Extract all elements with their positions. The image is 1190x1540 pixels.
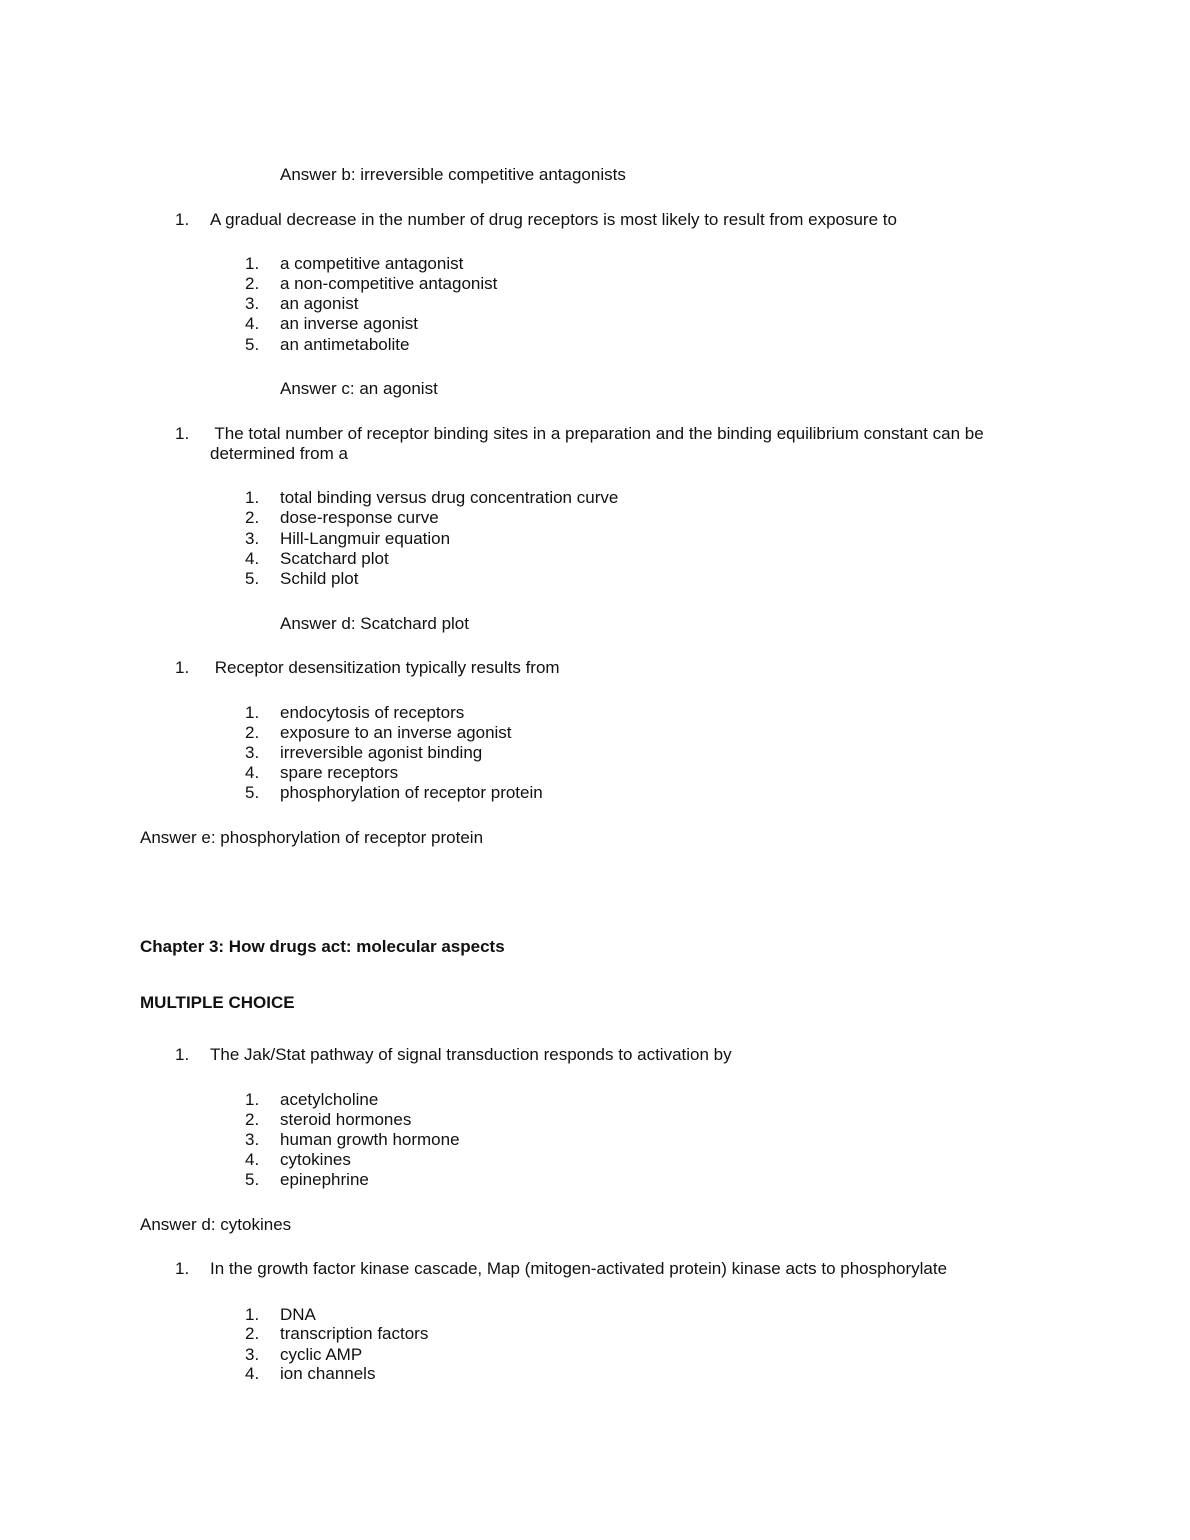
question-text: The total number of receptor binding sites in a preparation and the binding equilibrium constant can be — [210, 424, 984, 443]
option-text: a non-competitive antagonist — [280, 274, 498, 293]
option-text: acetylcholine — [280, 1090, 379, 1109]
question-text: Receptor desensitization typically results from — [210, 658, 560, 677]
option-text: an agonist — [280, 294, 359, 313]
option-number: 1. — [245, 488, 260, 507]
option-number: 4. — [245, 763, 260, 782]
option-text: an inverse agonist — [280, 314, 418, 333]
option-text: cytokines — [280, 1150, 351, 1169]
question-text: A gradual decrease in the number of drug receptors is most likely to result from exposure to — [210, 210, 897, 229]
option-text: DNA — [280, 1305, 316, 1324]
question-number: 1. — [175, 1045, 190, 1064]
option-number: 2. — [245, 274, 260, 293]
option-text: Schild plot — [280, 569, 359, 588]
option-number: 5. — [245, 783, 260, 802]
question-number: 1. — [175, 1259, 190, 1278]
option-number: 1. — [245, 1090, 260, 1109]
option-number: 2. — [245, 1324, 260, 1343]
chapter-title: Chapter 3: How drugs act: molecular aspects — [140, 937, 505, 956]
option-number: 5. — [245, 1170, 260, 1189]
option-number: 1. — [245, 703, 260, 722]
option-text: endocytosis of receptors — [280, 703, 465, 722]
option-number: 3. — [245, 1130, 260, 1149]
option-text: Hill-Langmuir equation — [280, 529, 451, 548]
option-text: an antimetabolite — [280, 335, 410, 354]
option-text: human growth hormone — [280, 1130, 460, 1149]
option-number: 5. — [245, 335, 260, 354]
option-number: 3. — [245, 294, 260, 313]
question-number: 1. — [175, 424, 190, 443]
question-text: The Jak/Stat pathway of signal transduction responds to activation by — [210, 1045, 732, 1064]
option-number: 2. — [245, 1110, 260, 1129]
option-number: 5. — [245, 569, 260, 588]
answer-text: Answer c: an agonist — [280, 379, 438, 398]
answer-text: Answer d: Scatchard plot — [280, 614, 469, 633]
option-text: ion channels — [280, 1364, 376, 1383]
option-number: 1. — [245, 1305, 260, 1324]
option-text: dose-response curve — [280, 508, 439, 527]
option-number: 3. — [245, 1345, 260, 1364]
option-number: 3. — [245, 529, 260, 548]
option-number: 4. — [245, 314, 260, 333]
question-number: 1. — [175, 210, 190, 229]
answer-text: Answer d: cytokines — [140, 1215, 292, 1234]
option-text: epinephrine — [280, 1170, 369, 1189]
option-text: Scatchard plot — [280, 549, 389, 568]
answer-text: Answer b: irreversible competitive antagonists — [280, 165, 626, 184]
option-text: phosphorylation of receptor protein — [280, 783, 543, 802]
option-text: total binding versus drug concentration curve — [280, 488, 619, 507]
question-number: 1. — [175, 658, 190, 677]
option-text: transcription factors — [280, 1324, 429, 1343]
option-text: exposure to an inverse agonist — [280, 723, 512, 742]
option-number: 2. — [245, 723, 260, 742]
option-number: 1. — [245, 254, 260, 273]
option-text: irreversible agonist binding — [280, 743, 483, 762]
option-number: 4. — [245, 1364, 260, 1383]
option-text: cyclic AMP — [280, 1345, 363, 1364]
option-number: 2. — [245, 508, 260, 527]
question-text-continued: determined from a — [210, 444, 348, 463]
option-text: spare receptors — [280, 763, 399, 782]
option-text: a competitive antagonist — [280, 254, 464, 273]
option-number: 3. — [245, 743, 260, 762]
option-text: steroid hormones — [280, 1110, 412, 1129]
option-number: 4. — [245, 549, 260, 568]
question-text: In the growth factor kinase cascade, Map (mitogen-activated protein) kinase acts to phosphorylate — [210, 1259, 948, 1278]
answer-text: Answer e: phosphorylation of receptor protein — [140, 828, 484, 847]
option-number: 4. — [245, 1150, 260, 1169]
section-heading: MULTIPLE CHOICE — [140, 993, 295, 1012]
